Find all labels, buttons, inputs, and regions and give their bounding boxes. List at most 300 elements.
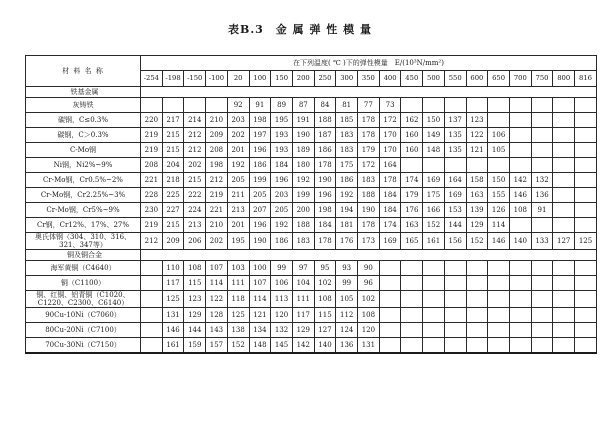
value-cell: 158 [466,173,488,188]
value-cell: 208 [141,158,163,173]
value-cell: 214 [184,113,206,128]
value-cell [575,323,597,338]
value-cell [444,261,466,276]
value-cell: 172 [358,158,380,173]
value-cell: 222 [184,188,206,203]
value-cell: 201 [227,218,249,233]
value-cell: 105 [336,291,358,308]
value-cell: 127 [553,233,575,250]
value-cell: 149 [423,128,445,143]
value-cell: 146 [509,188,531,203]
value-cell: 161 [423,233,445,250]
value-cell: 169 [423,173,445,188]
value-cell: 159 [184,338,206,354]
value-cell: 213 [184,218,206,233]
value-cell: 104 [292,276,314,291]
value-cell: 192 [227,158,249,173]
value-cell: 196 [249,143,271,158]
value-cell: 215 [162,128,184,143]
value-cell: 192 [292,173,314,188]
value-cell [553,323,575,338]
material-name-header: 材 料 名 称 [26,56,141,87]
value-cell: 205 [227,173,249,188]
value-cell [141,323,163,338]
value-cell: 184 [314,218,336,233]
value-cell: 144 [184,323,206,338]
value-cell: 184 [271,158,293,173]
value-cell: 102 [314,276,336,291]
value-cell [531,323,553,338]
value-cell [575,338,597,354]
value-cell: 81 [336,98,358,113]
temperature-header-cell: 750 [531,71,553,87]
value-cell: 196 [271,173,293,188]
value-cell: 93 [336,261,358,276]
value-cell: 90 [358,261,380,276]
value-cell [466,158,488,173]
value-cell [141,308,163,323]
value-cell [553,338,575,354]
temperature-header-cell: 816 [575,71,597,87]
value-cell [423,98,445,113]
material-name: 碳钢，C＞0.3% [26,128,141,143]
section-row [26,87,597,98]
value-cell [379,323,401,338]
value-cell [553,188,575,203]
value-cell: 112 [336,308,358,323]
material-name: 奥氏体钢（304、310、316、321、347等） [26,233,141,250]
value-cell [379,308,401,323]
value-cell: 212 [184,128,206,143]
value-cell: 114 [249,291,271,308]
value-cell [488,338,510,354]
value-cell [531,308,553,323]
value-cell: 190 [249,233,271,250]
value-cell: 224 [184,203,206,218]
temperature-header-cell: 600 [466,71,488,87]
value-cell: 145 [271,338,293,354]
value-cell: 213 [227,203,249,218]
value-cell: 148 [249,338,271,354]
value-cell: 183 [358,173,380,188]
value-cell: 129 [466,218,488,233]
value-cell [466,291,488,308]
value-cell: 91 [249,98,271,113]
value-cell [466,308,488,323]
value-cell [184,98,206,113]
material-name: Cr-Mo钢，Cr5%~9% [26,203,141,218]
value-cell: 144 [444,218,466,233]
value-cell: 228 [141,188,163,203]
elastic-modulus-table [25,55,597,354]
value-cell: 201 [227,143,249,158]
value-cell: 191 [292,113,314,128]
value-cell: 178 [314,233,336,250]
value-cell: 190 [314,173,336,188]
value-cell: 212 [206,173,228,188]
value-cell: 87 [292,98,314,113]
value-cell [531,338,553,354]
value-cell: 99 [336,276,358,291]
value-cell: 174 [401,173,423,188]
value-cell: 219 [141,143,163,158]
value-cell: 118 [227,291,249,308]
value-cell: 230 [141,203,163,218]
value-cell [488,113,510,128]
section-empty-cell [141,87,597,98]
value-cell: 136 [531,188,553,203]
value-cell: 96 [358,276,380,291]
value-cell: 218 [162,173,184,188]
value-cell: 123 [466,113,488,128]
value-cell: 125 [575,233,597,250]
value-cell: 150 [488,173,510,188]
value-cell [531,128,553,143]
value-cell [509,338,531,354]
value-cell: 198 [314,203,336,218]
value-cell: 184 [379,203,401,218]
value-cell: 183 [336,143,358,158]
value-cell: 176 [401,203,423,218]
value-cell: 155 [488,188,510,203]
temperature-header-cell: 500 [423,71,445,87]
value-cell [531,98,553,113]
value-cell [509,261,531,276]
value-cell [531,158,553,173]
value-cell: 221 [206,203,228,218]
value-cell: 111 [227,276,249,291]
value-cell: 210 [206,218,228,233]
value-cell: 129 [292,323,314,338]
value-cell [509,218,531,233]
material-name: 铜（C1100） [26,276,141,291]
value-cell: 114 [206,276,228,291]
value-cell [488,98,510,113]
value-cell: 125 [162,291,184,308]
value-cell [531,113,553,128]
material-name: Cr-Mo钢，Cr2.25%~3% [26,188,141,203]
value-cell [575,143,597,158]
temperature-header-cell: 700 [509,71,531,87]
value-cell [444,158,466,173]
value-cell: 163 [401,218,423,233]
value-cell: 188 [358,188,380,203]
value-cell: 217 [162,113,184,128]
value-cell: 186 [271,233,293,250]
material-name: C-Mo钢 [26,143,141,158]
value-cell: 210 [206,113,228,128]
temperature-header-cell: 350 [358,71,380,87]
value-cell [509,291,531,308]
value-cell [509,98,531,113]
value-cell: 113 [271,291,293,308]
value-cell: 120 [271,308,293,323]
material-name: Cr-Mo钢，Cr0.5%~2% [26,173,141,188]
value-cell [141,338,163,354]
value-cell: 179 [401,188,423,203]
value-cell: 215 [184,173,206,188]
material-row [26,113,597,128]
value-cell [553,261,575,276]
value-cell: 219 [141,128,163,143]
material-row [26,308,597,323]
value-cell: 227 [162,203,184,218]
temperature-header-cell: 20 [227,71,249,87]
value-cell: 156 [444,233,466,250]
value-cell: 125 [227,308,249,323]
value-cell: 188 [292,218,314,233]
value-cell: 91 [531,203,553,218]
value-cell: 202 [206,233,228,250]
value-cell [444,338,466,354]
material-name: 80Cu-20Ni（C7100） [26,323,141,338]
value-cell [509,158,531,173]
value-cell: 178 [358,113,380,128]
value-cell: 108 [314,291,336,308]
value-cell: 142 [292,338,314,354]
value-cell: 148 [423,143,445,158]
value-cell: 152 [423,218,445,233]
value-cell: 186 [336,173,358,188]
value-cell: 183 [292,233,314,250]
value-cell: 178 [314,158,336,173]
value-cell: 108 [509,203,531,218]
material-name: 铜、红铜、铝青铜（C1020、C1220、C2300、C6140） [26,291,141,308]
value-cell: 139 [466,203,488,218]
value-cell: 196 [314,188,336,203]
value-cell [553,218,575,233]
value-cell: 107 [206,261,228,276]
temperature-header-cell: 800 [553,71,575,87]
value-cell: 219 [206,188,228,203]
temperature-header-cell: -198 [162,71,184,87]
value-cell: 110 [162,261,184,276]
value-cell: 189 [292,143,314,158]
temperature-header-cell: 650 [488,71,510,87]
value-cell: 89 [271,98,293,113]
value-cell: 92 [227,98,249,113]
value-cell: 121 [249,308,271,323]
value-cell: 152 [466,233,488,250]
value-cell [423,308,445,323]
value-cell: 220 [141,113,163,128]
value-cell [423,291,445,308]
table-header [26,56,597,87]
value-cell: 135 [444,128,466,143]
value-cell: 160 [401,143,423,158]
value-cell: 170 [379,128,401,143]
temperature-header-cell: 200 [292,71,314,87]
value-cell [575,291,597,308]
value-cell [553,203,575,218]
value-cell: 175 [423,188,445,203]
value-cell [531,291,553,308]
value-cell: 153 [444,203,466,218]
value-cell: 169 [444,188,466,203]
temperature-header-cell: -254 [141,71,163,87]
temperature-header-cell: 250 [314,71,336,87]
value-cell: 219 [141,218,163,233]
value-cell [488,323,510,338]
temperature-header-cell: 400 [379,71,401,87]
value-cell: 143 [206,323,228,338]
value-cell [553,276,575,291]
value-cell [509,308,531,323]
temperature-header-cell: -100 [206,71,228,87]
value-cell [466,261,488,276]
section-name: 铜及铜合金 [26,250,141,261]
value-cell: 162 [401,113,423,128]
value-cell [553,173,575,188]
material-row [26,128,597,143]
value-cell: 115 [314,308,336,323]
value-cell [466,323,488,338]
value-cell: 186 [249,158,271,173]
value-cell [488,261,510,276]
material-row [26,338,597,354]
temperature-header-cell: -150 [184,71,206,87]
value-cell: 108 [184,261,206,276]
value-cell [575,276,597,291]
value-cell: 132 [271,323,293,338]
value-cell: 106 [271,276,293,291]
value-cell: 134 [249,323,271,338]
value-cell: 84 [314,98,336,113]
value-cell: 102 [358,291,380,308]
value-cell [466,338,488,354]
value-cell: 77 [358,98,380,113]
value-cell: 99 [271,261,293,276]
value-cell [575,158,597,173]
value-cell [531,143,553,158]
material-row [26,203,597,218]
value-cell [444,291,466,308]
value-cell [206,98,228,113]
value-cell: 212 [141,233,163,250]
value-cell [575,188,597,203]
value-cell: 187 [314,128,336,143]
value-cell [553,158,575,173]
value-cell [141,98,163,113]
value-cell [401,158,423,173]
value-cell: 195 [227,233,249,250]
value-cell: 115 [184,276,206,291]
value-cell [401,323,423,338]
value-cell: 121 [466,143,488,158]
value-cell: 161 [162,338,184,354]
value-cell: 196 [249,218,271,233]
material-row [26,261,597,276]
value-cell: 173 [358,233,380,250]
value-cell: 197 [249,128,271,143]
value-cell: 120 [358,323,380,338]
value-cell [553,308,575,323]
value-cell: 176 [336,233,358,250]
value-cell: 205 [249,188,271,203]
material-name: Ni钢，Ni2%~9% [26,158,141,173]
value-cell [553,291,575,308]
value-cell: 122 [466,128,488,143]
value-cell [401,98,423,113]
value-cell: 178 [358,218,380,233]
value-cell: 146 [162,323,184,338]
table-body [26,87,597,354]
value-cell [531,218,553,233]
value-cell: 188 [314,113,336,128]
value-cell: 97 [292,261,314,276]
value-cell: 175 [336,158,358,173]
value-cell [444,276,466,291]
value-cell [575,203,597,218]
value-cell [466,98,488,113]
value-cell [466,276,488,291]
value-cell [575,218,597,233]
value-cell [575,113,597,128]
value-cell [553,98,575,113]
value-cell: 117 [292,308,314,323]
value-cell: 208 [206,143,228,158]
material-row [26,276,597,291]
value-cell: 170 [379,143,401,158]
temperature-header-cell: 100 [249,71,271,87]
value-cell: 215 [162,143,184,158]
value-cell: 133 [531,233,553,250]
value-cell [379,261,401,276]
value-cell: 205 [271,203,293,218]
value-cell [531,261,553,276]
material-row [26,158,597,173]
value-cell: 123 [184,291,206,308]
value-cell: 140 [314,338,336,354]
value-cell: 114 [488,218,510,233]
value-cell: 124 [336,323,358,338]
value-cell: 209 [162,233,184,250]
value-cell [141,261,163,276]
value-cell [488,308,510,323]
material-name: 90Cu-10Ni（C7060） [26,308,141,323]
value-cell: 117 [162,276,184,291]
value-cell: 206 [184,233,206,250]
table-title: 表B.3 金 属 弹 性 模 量 [228,23,372,36]
value-cell [509,276,531,291]
value-cell: 202 [227,128,249,143]
temperature-header-cell: 150 [271,71,293,87]
value-cell: 142 [509,173,531,188]
material-name: 碳钢，C≤0.3% [26,113,141,128]
value-cell [423,276,445,291]
value-cell: 184 [379,188,401,203]
value-cell [444,308,466,323]
value-cell [444,98,466,113]
value-cell [141,276,163,291]
value-cell [575,308,597,323]
value-cell: 198 [249,113,271,128]
value-cell: 221 [141,173,163,188]
section-row [26,250,597,261]
value-cell [553,143,575,158]
value-cell: 160 [401,128,423,143]
value-cell: 152 [227,338,249,354]
value-cell: 202 [184,158,206,173]
material-row [26,291,597,308]
value-cell: 165 [401,233,423,250]
value-cell: 199 [249,173,271,188]
value-cell [575,173,597,188]
material-row [26,218,597,233]
material-name: 灰铸铁 [26,98,141,113]
material-row [26,143,597,158]
value-cell [423,323,445,338]
